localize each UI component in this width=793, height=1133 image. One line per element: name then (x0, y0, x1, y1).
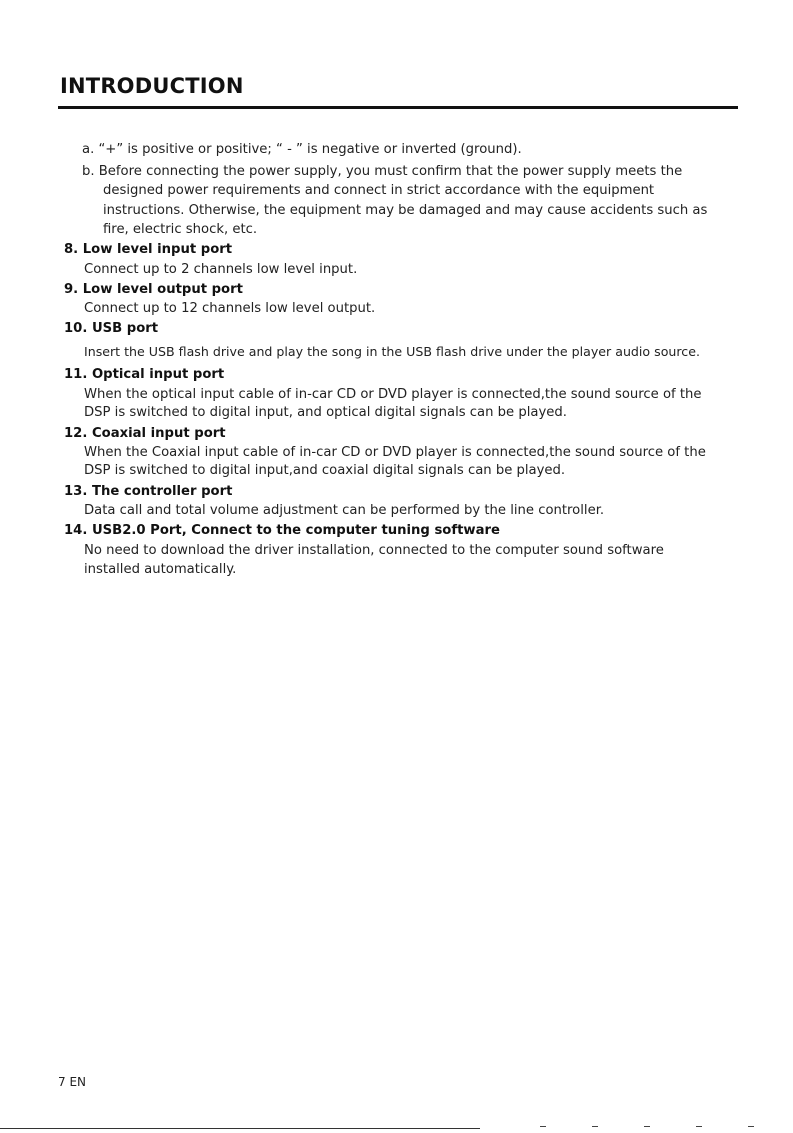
note-a-text: a. “+” is positive or positive; “ - ” is negative or inverted (ground). (82, 142, 522, 157)
item-14-description-line-1: No need to download the driver installation, connected to the computer sound software (84, 543, 664, 558)
item-14-title: 14. USB2.0 Port, Connect to the computer tuning software (64, 523, 500, 538)
footer-divider (0, 1128, 480, 1129)
item-11-description-line-1: When the optical input cable of in-car CD or DVD player is connected,the sound source of the (84, 387, 702, 402)
note-b-line-3: instructions. Otherwise, the equipment may be damaged and may cause accidents such as (103, 203, 708, 218)
note-b-line-2: designed power requirements and connect in strict accordance with the equipment (103, 183, 655, 198)
item-11-title: 11. Optical input port (64, 367, 225, 382)
item-13-title: 13. The controller port (64, 484, 233, 499)
item-9-description: Connect up to 12 channels low level output. (84, 301, 376, 316)
item-12-description-line-2: DSP is switched to digital input,and coaxial digital signals can be played. (84, 463, 566, 478)
item-8-title: 8. Low level input port (64, 242, 233, 257)
item-13-description: Data call and total volume adjustment can be performed by the line controller. (84, 503, 605, 518)
footer-marks (540, 1126, 780, 1129)
item-10-description: Insert the USB flash drive and play the song in the USB flash drive under the player audio source. (84, 344, 700, 359)
item-11-description-line-2: DSP is switched to digital input, and optical digital signals can be played. (84, 405, 567, 420)
item-14-description-line-2: installed automatically. (84, 562, 237, 577)
page-number: 7 EN (58, 1075, 87, 1089)
item-8-description: Connect up to 2 channels low level input. (84, 262, 358, 277)
note-b-line-4: fire, electric shock, etc. (103, 222, 258, 237)
item-12-description-line-1: When the Coaxial input cable of in-car CD or DVD player is connected,the sound source of the (84, 445, 706, 460)
header-divider (58, 106, 738, 109)
note-b-line-1: b. Before connecting the power supply, you must confirm that the power supply meets the (82, 164, 683, 179)
item-10-title: 10. USB port (64, 321, 159, 336)
item-12-title: 12. Coaxial input port (64, 426, 226, 441)
page-title: INTRODUCTION (60, 74, 244, 98)
item-9-title: 9. Low level output port (64, 282, 243, 297)
